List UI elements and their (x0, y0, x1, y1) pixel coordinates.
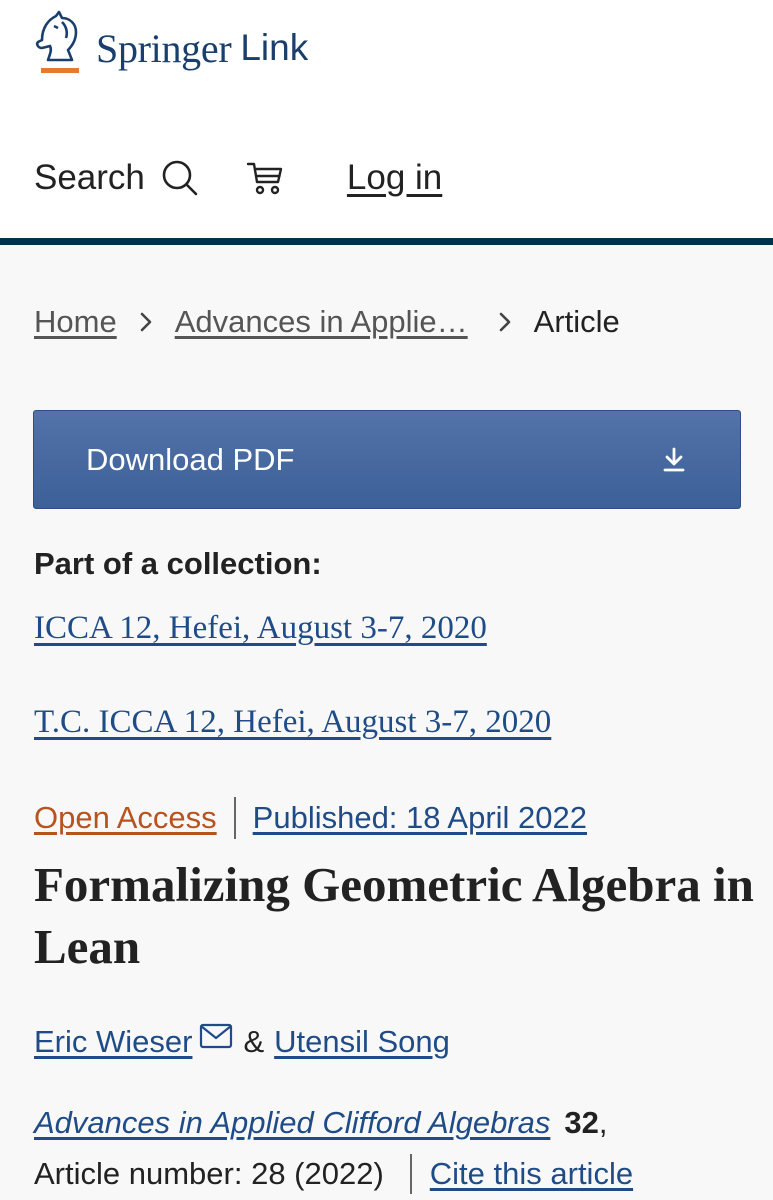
cart-button[interactable] (245, 158, 285, 198)
email-icon[interactable] (199, 1023, 233, 1049)
header-divider-bar (0, 238, 773, 245)
article-title: Formalizing Geometric Algebra in Lean (34, 857, 754, 974)
download-pdf-button[interactable] (33, 410, 741, 509)
journal-link[interactable]: Advances in Applied Clifford Algebras (34, 1105, 551, 1140)
journal-citation (34, 1105, 607, 1141)
chevron-right-icon (498, 311, 512, 333)
collection-heading: Part of a collection: (34, 546, 322, 581)
login-link[interactable]: Log in (346, 158, 443, 197)
breadcrumb-home[interactable]: Home (34, 304, 117, 339)
cite-article-link[interactable]: Cite this article (429, 1156, 634, 1191)
published-date[interactable]: Published: 18 April 2022 (252, 800, 588, 835)
cart-icon (245, 158, 285, 198)
horse-head-icon (32, 10, 86, 76)
meta-divider (410, 1154, 412, 1194)
brand-suffix: Link (240, 27, 309, 68)
article-number: Article number: 28 (2022) (34, 1156, 384, 1191)
download-icon (662, 447, 686, 473)
article-meta (34, 796, 587, 840)
site-header (0, 0, 773, 238)
article-number-row (34, 1152, 633, 1196)
author-link[interactable]: Utensil Song (274, 1024, 450, 1059)
chevron-right-icon (139, 311, 153, 333)
author-list (34, 1020, 450, 1064)
search-icon (161, 159, 199, 197)
download-pdf-label: Download PDF (86, 441, 295, 477)
collection-link-tc-icca[interactable]: T.C. ICCA 12, Hefei, August 3-7, 2020 (34, 704, 552, 740)
author-link[interactable]: Eric Wieser (34, 1024, 193, 1059)
author-separator: & (243, 1024, 265, 1059)
top-nav (34, 152, 442, 204)
brand-name: Springer (96, 26, 232, 71)
breadcrumb-journal[interactable]: Advances in Applie… (174, 304, 468, 339)
meta-divider (234, 797, 236, 839)
breadcrumb (34, 300, 620, 344)
search-button[interactable] (34, 158, 199, 198)
breadcrumb-current: Article (533, 304, 620, 339)
logo-underline (41, 68, 79, 73)
springer-link-logo[interactable] (32, 10, 308, 76)
journal-volume: 32 (564, 1105, 599, 1140)
collection-link-icca[interactable]: ICCA 12, Hefei, August 3-7, 2020 (34, 610, 487, 646)
open-access-link[interactable]: Open Access (34, 800, 217, 835)
volume-suffix: , (598, 1105, 608, 1140)
search-label: Search (34, 158, 145, 197)
